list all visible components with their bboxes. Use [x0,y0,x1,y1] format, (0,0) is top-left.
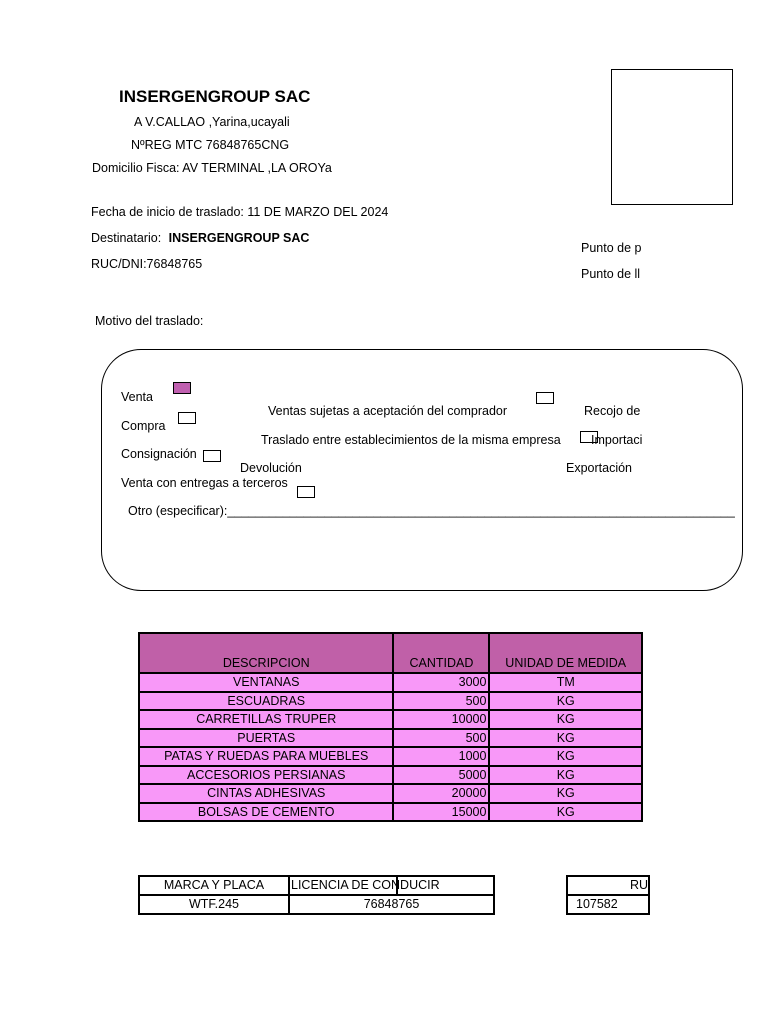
table-row [139,673,642,692]
cell-quantity: 500 [393,692,489,711]
checkbox-venta-terceros[interactable] [297,486,315,498]
cell-placa: WTF.245 [139,895,289,914]
cell-licencia: 76848765 [289,895,494,914]
recipient-label: Destinatario: [91,231,162,245]
option-consignacion: Consignación [121,447,197,461]
header-ruc: RU [567,876,649,895]
cell-quantity: 1000 [393,747,489,766]
cell-quantity: 15000 [393,803,489,822]
checkbox-ventas-sujetas[interactable] [536,392,554,404]
ruc-table [566,875,650,915]
cell-description: VENTANAS [139,673,393,692]
header-descripcion: DESCRIPCION [139,633,393,673]
cell-description: CARRETILLAS TRUPER [139,710,393,729]
cell-unit: KG [489,692,642,711]
header-unidad: UNIDAD DE MEDIDA [489,633,642,673]
company-address: A V.CALLAO ,Yarina,ucayali [134,115,290,129]
table-row [139,766,642,785]
option-venta: Venta [121,390,153,404]
option-venta-terceros: Venta con entregas a terceros [121,476,288,490]
cell-ruc: 107582 [567,895,649,914]
checkbox-consignacion[interactable] [203,450,221,462]
ruc-dni: RUC/DNI:76848765 [91,257,203,271]
option-recojo: Recojo de [584,404,641,418]
cell-unit: KG [489,784,642,803]
cell-description: PATAS Y RUEDAS PARA MUEBLES [139,747,393,766]
top-right-box [611,69,733,205]
option-ventas-sujetas: Ventas sujetas a aceptación del comprador [268,404,508,418]
cell-description: BOLSAS DE CEMENTO [139,803,393,822]
motivo-box [101,349,743,591]
cell-description: CINTAS ADHESIVAS [139,784,393,803]
cell-unit: KG [489,766,642,785]
cell-quantity: 3000 [393,673,489,692]
cell-quantity: 10000 [393,710,489,729]
checkbox-compra[interactable] [178,412,196,424]
table-row [139,803,642,822]
table-row [139,784,642,803]
header-licencia-label: LICENCIA DE CONDUCIR [291,878,440,892]
cell-description: PUERTAS [139,729,393,748]
table-row [139,710,642,729]
cell-unit: KG [489,710,642,729]
option-exportacion: Exportación [566,461,633,475]
cell-quantity: 5000 [393,766,489,785]
cell-unit: KG [489,803,642,822]
cell-unit: KG [489,747,642,766]
table-row [139,692,642,711]
cell-unit: KG [489,729,642,748]
departure-point: Punto de p [581,241,642,255]
option-devolucion: Devolución [240,461,302,475]
start-date: Fecha de inicio de traslado: 11 DE MARZO DEL 2024 [91,205,389,219]
cell-quantity: 20000 [393,784,489,803]
checkbox-venta[interactable] [173,382,191,394]
recipient-name: INSERGENGROUP SAC [168,231,310,245]
motivo-title: Motivo del traslado: [95,314,204,328]
option-compra: Compra [121,419,166,433]
header-divider [396,877,398,894]
recipient-row [91,231,309,245]
header-cantidad: CANTIDAD [393,633,489,673]
header-marca-placa: MARCA Y PLACA [139,876,289,895]
company-name: INSERGENGROUP SAC [119,87,311,106]
arrival-point: Punto de ll [581,267,641,281]
cell-description: ACCESORIOS PERSIANAS [139,766,393,785]
transport-table [138,875,495,915]
cell-quantity: 500 [393,729,489,748]
table-row [139,747,642,766]
option-importacion: Importaci [591,433,643,447]
table-row [139,729,642,748]
fiscal-domicile: Domicilio Fisca: AV TERMINAL ,LA OROYa [92,161,332,175]
option-otro: Otro (especificar):_________________________________________________________________________ [128,504,735,518]
option-traslado-establecimientos: Traslado entre establecimientos de la misma empresa [261,433,561,447]
header-licencia [289,876,494,895]
cell-description: ESCUADRAS [139,692,393,711]
items-table [138,632,643,822]
company-registration: NºREG MTC 76848765CNG [131,138,290,152]
cell-unit: TM [489,673,642,692]
